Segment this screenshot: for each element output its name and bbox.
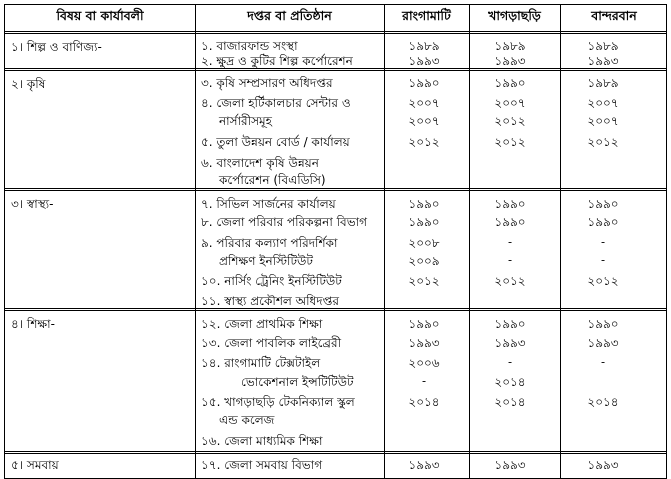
year-bandarban: ১৯৯৩ — [587, 54, 619, 68]
year-rangamati: ২০০৯ — [408, 254, 440, 268]
header-subject: বিষয় বা কার্যাবলী — [56, 8, 144, 23]
year-khagrachari: ২০১৪ — [494, 375, 526, 389]
office-name: প্রশিক্ষণ ইনস্টিটিউট — [219, 254, 313, 268]
year-khagrachari: - — [507, 253, 513, 267]
year-rangamati: ১৯৯০ — [408, 215, 440, 229]
header-khagrachari: খাগড়াছড়ি — [488, 8, 541, 23]
year-bandarban: ১৯৯০ — [587, 317, 619, 331]
year-khagrachari: ২০০৭ — [494, 96, 526, 110]
header-bandarban: বান্দরবান — [591, 8, 637, 23]
category-agriculture: ২। কৃষি — [11, 77, 46, 91]
year-rangamati: ১৯৯০ — [408, 197, 440, 211]
office-name: ১৭. জেলা সমবায় বিভাগ — [201, 458, 323, 472]
year-bandarban: ২০১২ — [587, 135, 619, 149]
year-rangamati: ১৯৯০ — [408, 76, 440, 90]
year-rangamati: ২০১২ — [408, 135, 440, 149]
year-bandarban: ২০১২ — [587, 274, 619, 288]
office-name: ১৬. জেলা মাধ্যমিক শিক্ষা — [201, 434, 323, 448]
column-divider — [195, 5, 196, 478]
section-divider — [5, 453, 666, 454]
office-name: ৬. বাংলাদেশ কৃষি উন্নয়ন — [201, 156, 319, 170]
year-khagrachari: ১৯৯০ — [494, 197, 526, 211]
header-office: দপ্তর বা প্রতিষ্ঠান — [247, 8, 332, 23]
year-rangamati: ১৯৯৩ — [408, 54, 440, 68]
office-name: ৪. জেলা হর্টিকালচার সেন্টার ও — [201, 96, 351, 110]
office-name: ১০. নার্সিং ট্রেনিং ইনস্টিটিউট — [201, 274, 342, 288]
office-name: ৮. জেলা পরিবার পরিকল্পনা বিভাগ — [201, 215, 368, 229]
office-name: ১২. জেলা প্রাথমিক শিক্ষা — [201, 317, 323, 331]
section-divider — [5, 188, 666, 189]
year-bandarban: ২০০৭ — [587, 114, 619, 128]
office-name: ১৫. খাগড়াছড়ি টেকনিক্যাল স্কুল — [201, 395, 355, 409]
year-rangamati: - — [421, 374, 427, 388]
year-khagrachari: ১৯৯০ — [494, 317, 526, 331]
year-rangamati: ২০০৮ — [408, 236, 440, 250]
office-name: ৭. সিভিল সার্জনের কার্যালয় — [201, 197, 336, 211]
office-name: নার্সারীসমূহ — [219, 114, 272, 128]
year-bandarban: ১৯৮৯ — [587, 39, 619, 53]
office-name: ৯. পরিবার কল্যাণ পরিদর্শিকা — [201, 236, 338, 250]
office-name: কর্পোরেশন (বিএডিসি) — [219, 173, 326, 187]
office-name: ২. ক্ষুদ্র ও কুটির শিল্প কর্পোরেশন — [201, 54, 353, 68]
year-bandarban: ২০১৪ — [587, 395, 619, 409]
year-rangamati: ১৯৯৩ — [408, 458, 440, 472]
year-bandarban: ১৯৯০ — [587, 197, 619, 211]
year-bandarban: ১৯৯৩ — [587, 458, 619, 472]
year-bandarban: - — [600, 253, 606, 267]
year-khagrachari: ১৯৯৩ — [494, 54, 526, 68]
office-name: ১১. স্বাস্থ্য প্রকৌশল অধিদপ্তর — [201, 294, 340, 308]
year-khagrachari: - — [507, 235, 513, 249]
office-name: ১৩. জেলা পাবলিক লাইব্রেরী — [201, 336, 342, 350]
office-name: ১. বাজারফান্ড সংস্থা — [201, 39, 298, 53]
header-divider — [5, 33, 666, 34]
column-divider — [384, 5, 385, 478]
year-rangamati: ২০০৭ — [408, 114, 440, 128]
section-divider — [5, 451, 666, 452]
year-rangamati: ১৯৯০ — [408, 317, 440, 331]
year-khagrachari: ২০১২ — [494, 274, 526, 288]
year-rangamati: ১৯৯৩ — [408, 336, 440, 350]
data-table — [4, 4, 667, 479]
year-khagrachari: ২০১২ — [494, 114, 526, 128]
year-khagrachari: ১৯৯০ — [494, 215, 526, 229]
year-khagrachari: ১৯৯৩ — [494, 458, 526, 472]
column-divider — [469, 5, 470, 478]
year-rangamati: ১৯৮৯ — [408, 39, 440, 53]
year-bandarban: ১৯৯০ — [587, 215, 619, 229]
year-rangamati: ২০০৭ — [408, 96, 440, 110]
column-divider — [560, 5, 561, 478]
year-khagrachari: ১৯৯৩ — [494, 336, 526, 350]
category-industry: ১। শিল্প ও বাণিজ্য- — [11, 40, 102, 54]
category-health: ৩। স্বাস্থ্য- — [11, 197, 54, 211]
year-khagrachari: ২০১৪ — [494, 395, 526, 409]
office-name: ৫. তুলা উন্নয়ন বোর্ড / কার্যালয় — [201, 135, 350, 149]
header-divider — [5, 31, 666, 32]
year-khagrachari: ২০১২ — [494, 135, 526, 149]
year-bandarban: ১৯৮৯ — [587, 76, 619, 90]
category-education: ৪। শিক্ষা- — [11, 317, 55, 331]
office-name: এন্ড কলেজ — [219, 413, 275, 427]
office-name: ৩. কৃষি সম্প্রসারণ অধিদপ্তর — [201, 76, 333, 90]
year-khagrachari: ১৯৮৯ — [494, 39, 526, 53]
year-rangamati: ২০১৪ — [408, 395, 440, 409]
category-cooperative: ৫। সমবায় — [11, 458, 59, 472]
year-bandarban: ১৯৯৩ — [587, 336, 619, 350]
year-khagrachari: ১৯৯০ — [494, 76, 526, 90]
year-rangamati: ২০০৬ — [408, 356, 440, 370]
year-bandarban: - — [600, 355, 606, 369]
year-rangamati: ২০১২ — [408, 274, 440, 288]
year-bandarban: - — [600, 235, 606, 249]
header-rangamati: রাংগামাটি — [402, 8, 451, 23]
year-khagrachari: - — [507, 355, 513, 369]
year-bandarban: ২০০৭ — [587, 96, 619, 110]
office-name: ১৪. রাংগামাটি টেক্সটাইল — [201, 356, 321, 370]
office-name: ভোকেশনাল ইন্সটিটিউট — [241, 375, 354, 389]
section-divider — [5, 190, 666, 191]
